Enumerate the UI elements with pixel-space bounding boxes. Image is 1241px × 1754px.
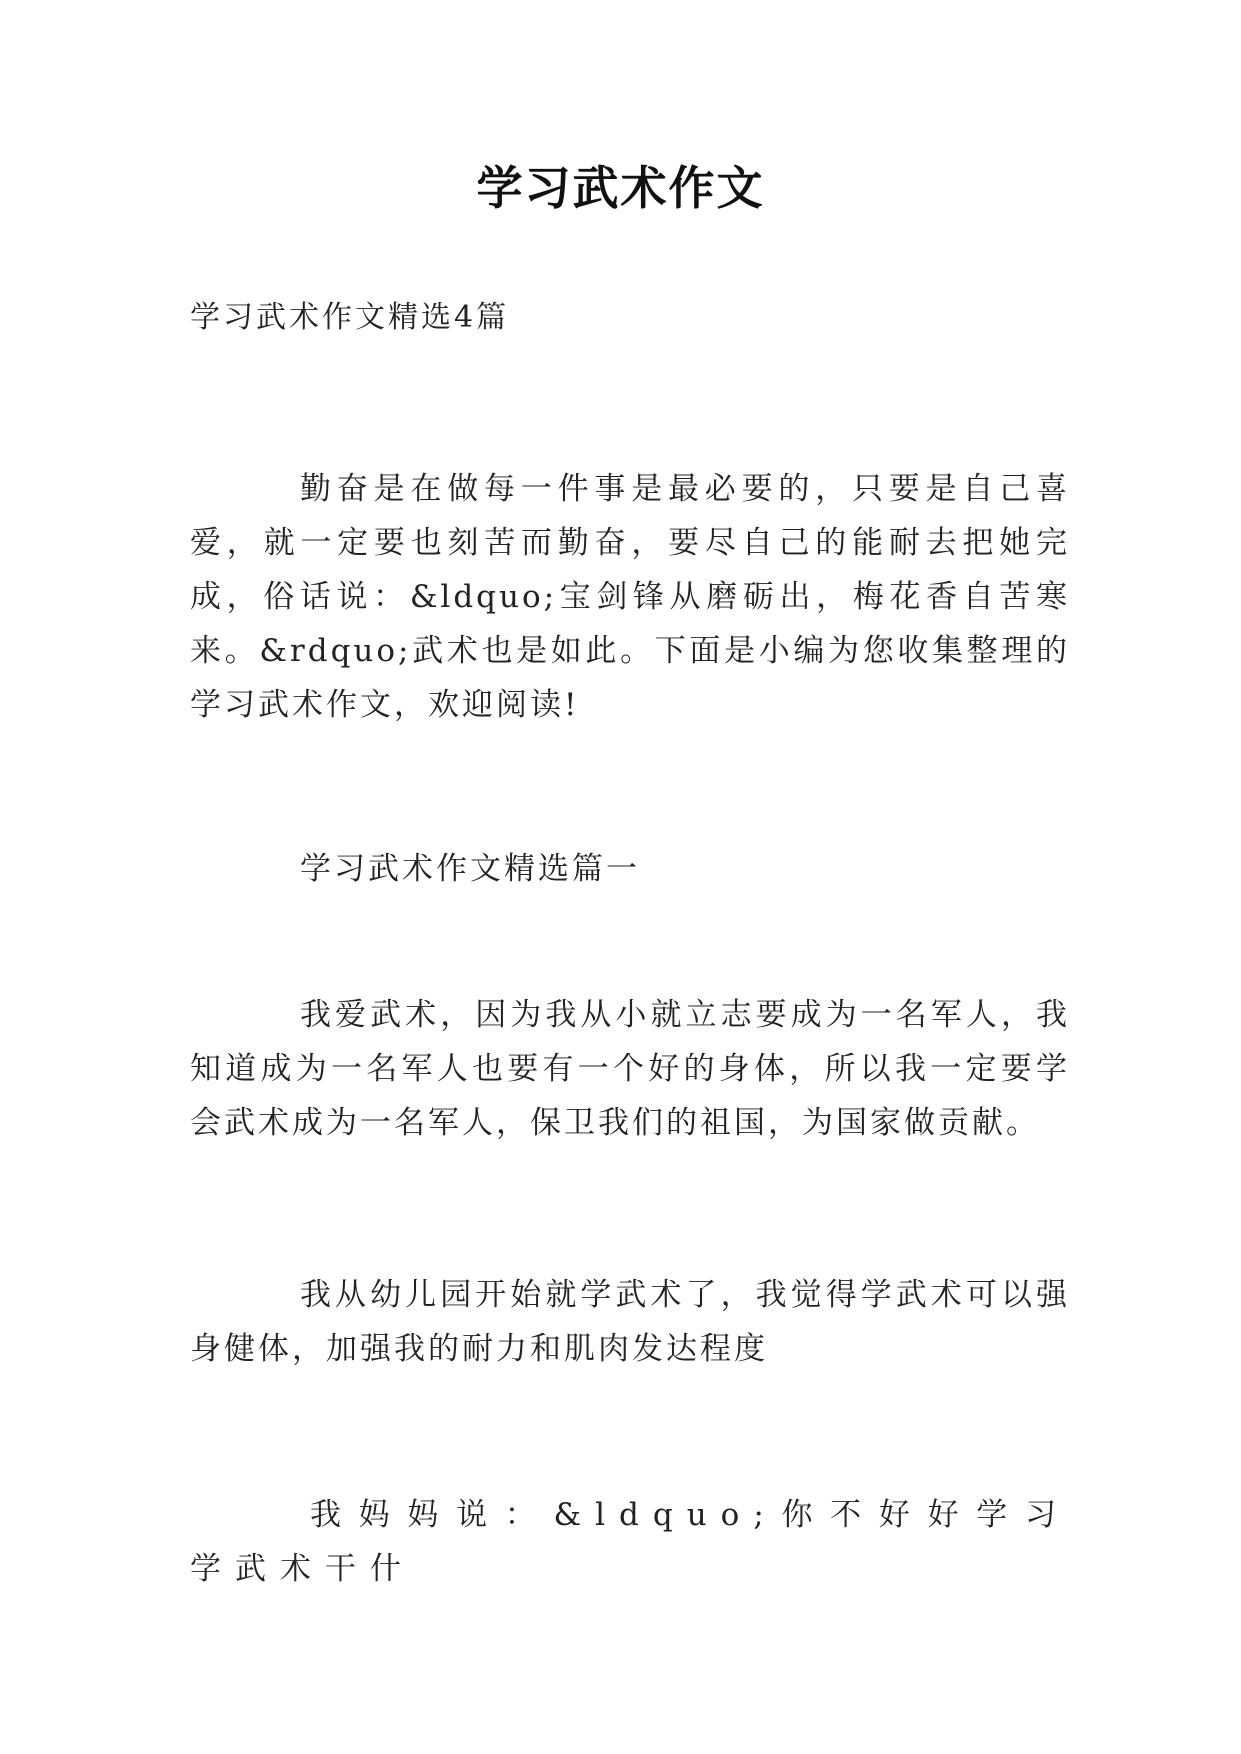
body-paragraph: 我从幼儿园开始就学武术了，我觉得学武术可以强身健体，加强我的耐力和肌肉发达程度 <box>190 1277 1070 1367</box>
body-paragraph: 我爱武术，因为我从小就立志要成为一名军人，我知道成为一名军人也要有一个好的身体，所以我一定要学会武术成为一名军人，保卫我们的祖国，为国家做贡献。 <box>190 997 1070 1141</box>
body-paragraph: 我妈妈说：&ldquo;你不好好学习学武术干什 <box>190 1497 1070 1587</box>
document-subtitle: 学习武术作文精选4篇 <box>190 300 510 335</box>
section-heading: 学习武术作文精选篇一 <box>300 851 640 887</box>
intro-paragraph: 勤奋是在做每一件事是最必要的，只要是自己喜爱，就一定要也刻苦而勤奋，要尽自己的能耐去把她完成，俗话说：&ldquo;宝剑锋从磨砺出，梅花香自苦寒来。&rdquo;武术也是如此。下面是小编为您收集整理的学习武术作文，欢迎阅读! <box>190 471 1070 723</box>
document-title: 学习武术作文 <box>476 161 765 215</box>
